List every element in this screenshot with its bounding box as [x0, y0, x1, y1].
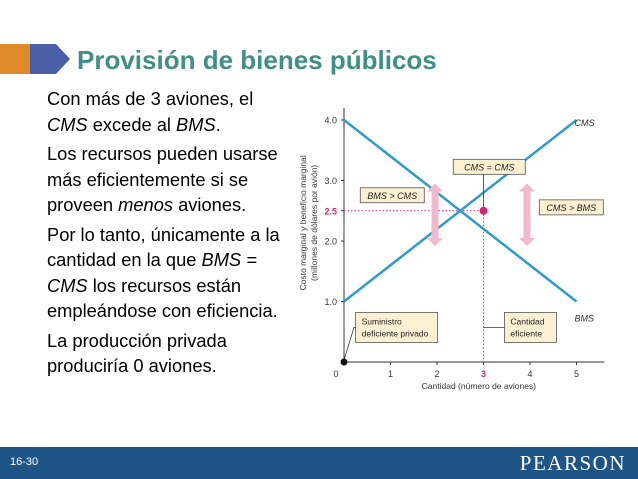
public-goods-chart [292, 108, 612, 398]
y-tick-label: 1.0 [324, 297, 337, 307]
equilibrium-point [480, 207, 488, 215]
x-tick-label: 1 [387, 369, 394, 379]
series-label-cms: CMS [574, 118, 595, 128]
title-decoration-icon [0, 43, 70, 75]
private-supply-point [341, 359, 348, 366]
left-label: BMS > CMS [367, 190, 418, 201]
x-tick-label: 2 [434, 369, 440, 379]
paragraph-1: Con más de 3 aviones, el CMS excede al BMS. [47, 88, 254, 135]
y-tick-label: 3.0 [324, 176, 337, 186]
slide-number: 16-30 [10, 456, 39, 468]
series-label-bms: BMS [574, 313, 595, 324]
paragraph-2: Los recursos pueden usarse más eficientemente si se proveen menos aviones. [47, 143, 278, 215]
private-pointer [344, 327, 356, 360]
efficient-label-1: Cantidad [510, 316, 545, 327]
paragraph-3: Por lo tanto, únicamente a la cantidad en la que BMS = CMS los recursos están empleándose con eficiencia. [47, 223, 280, 321]
x-tick-label: 3 [480, 369, 487, 379]
right-gap-arrow [519, 184, 535, 247]
y-tick-label: 2.0 [324, 236, 337, 247]
right-label: CMS > BMS [546, 202, 597, 213]
y-tick-label: 4.0 [324, 115, 337, 126]
private-label-2: deficiente privado [361, 328, 429, 339]
slide-title: Provisión de bienes públicos [77, 45, 437, 75]
equal-label: CMS = CMS [464, 162, 515, 173]
left-gap-arrow [427, 184, 443, 247]
x-tick-label: 5 [573, 369, 580, 379]
private-label-1: Suministro [361, 316, 402, 327]
y-axis-label-line1: Costo marginal y beneficio marginal [298, 155, 308, 291]
pearson-logo: PEARSON [519, 451, 626, 475]
efficient-label-2: eficiente [510, 328, 543, 339]
y-tick-label: 2.5 [324, 206, 337, 217]
x-axis-label: Cantidad (número de aviones) [421, 381, 537, 391]
x-tick-label: 0 [333, 369, 339, 379]
footer-bar [0, 447, 638, 479]
body-text [47, 86, 287, 383]
x-tick-label: 4 [527, 369, 533, 379]
paragraph-4: La producción privada produciría 0 aviones. [47, 329, 227, 376]
y-axis-label-line2: (millones de dólares por avión) [309, 164, 319, 281]
